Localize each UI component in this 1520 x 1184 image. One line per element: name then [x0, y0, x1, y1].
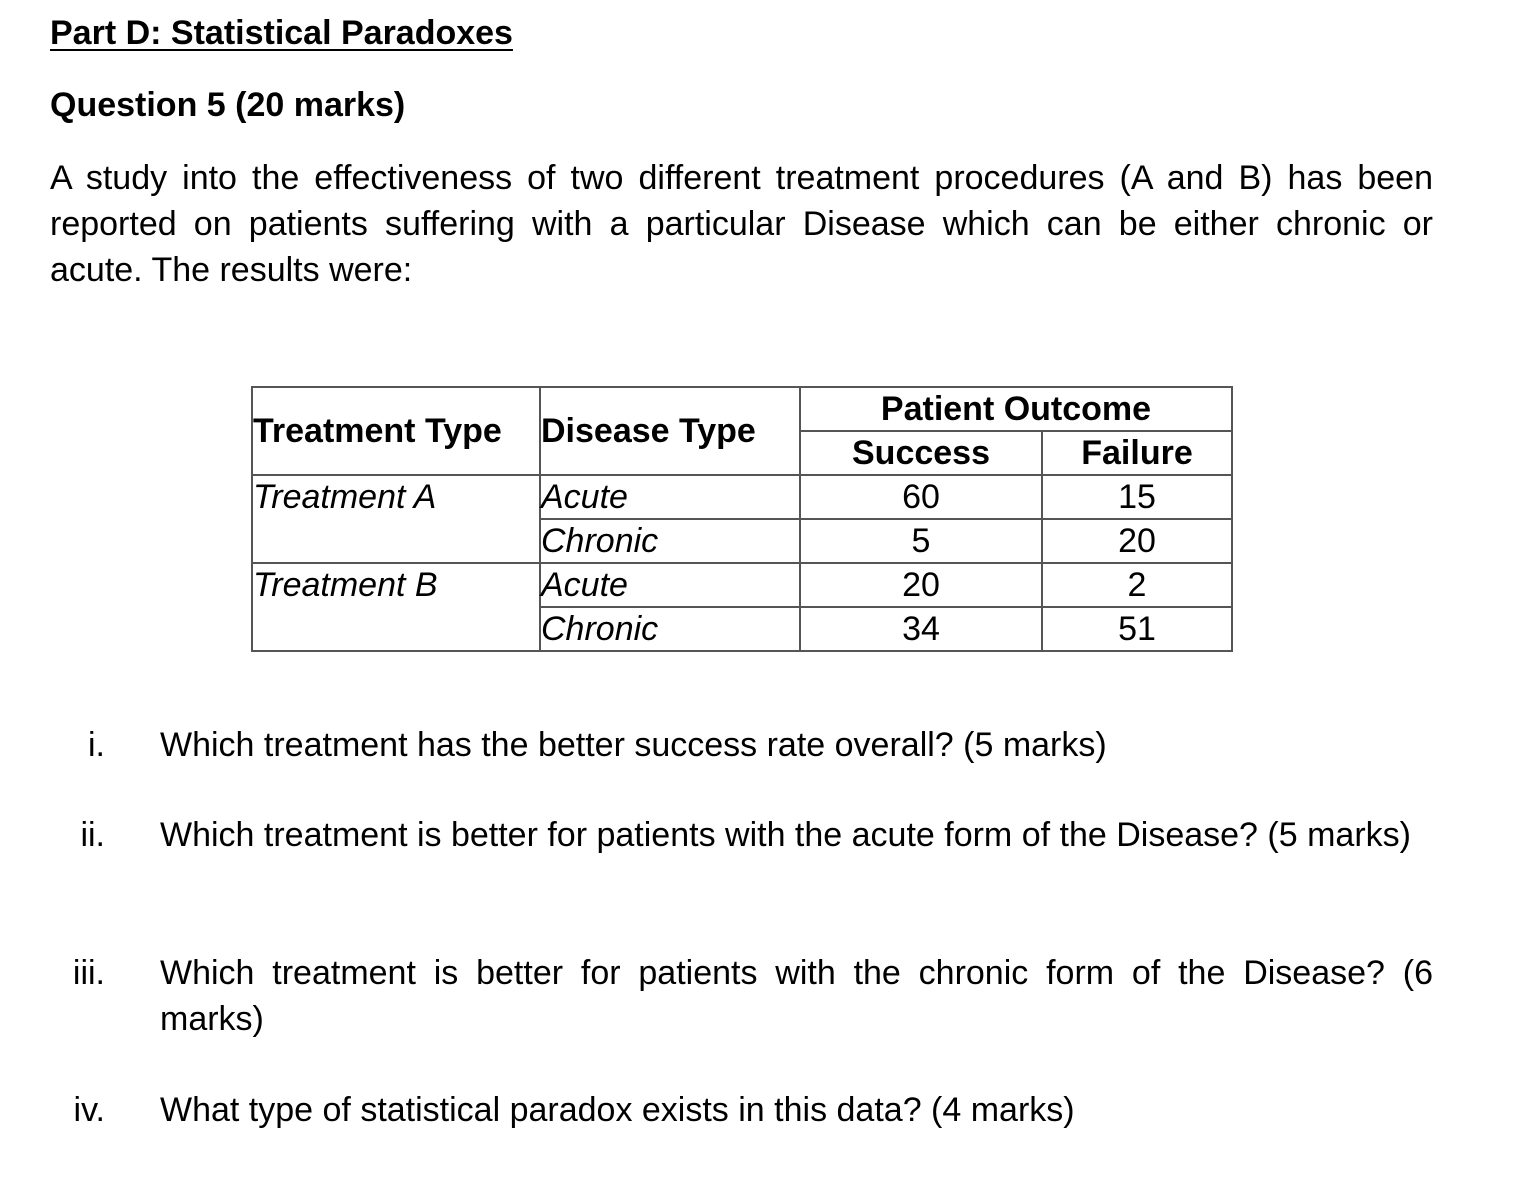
header-treatment-type: Treatment Type	[252, 387, 540, 475]
header-failure: Failure	[1042, 431, 1232, 475]
cell-treatment-b: Treatment B	[252, 563, 540, 651]
cell-failure: 15	[1042, 475, 1232, 519]
header-disease-type: Disease Type	[540, 387, 800, 475]
table-row	[252, 475, 1232, 519]
cell-failure: 20	[1042, 519, 1232, 563]
header-patient-outcome: Patient Outcome	[800, 387, 1232, 431]
question-number: iii.	[72, 954, 105, 992]
question-title: Question 5 (20 marks)	[50, 86, 406, 124]
question-text: What type of statistical paradox exists in this data? (4 marks)	[160, 1091, 1075, 1129]
question-item	[0, 950, 1520, 1046]
question-number: ii.	[80, 816, 105, 854]
question-text: Which treatment has the better success rate overall? (5 marks)	[160, 726, 1107, 764]
header-success: Success	[800, 431, 1042, 475]
results-table	[251, 386, 1233, 652]
cell-success: 20	[800, 563, 1042, 607]
cell-success: 5	[800, 519, 1042, 563]
cell-disease-type: Acute	[540, 475, 800, 519]
question-number: i.	[88, 726, 105, 764]
cell-success: 60	[800, 475, 1042, 519]
question-item	[0, 1087, 1520, 1137]
question-text: Which treatment is better for patients with the acute form of the Disease? (5 marks)	[160, 816, 1411, 854]
cell-failure: 51	[1042, 607, 1232, 651]
cell-failure: 2	[1042, 563, 1232, 607]
cell-disease-type: Chronic	[540, 519, 800, 563]
cell-disease-type: Chronic	[540, 607, 800, 651]
question-text: Which treatment is better for patients with the chronic form of the Disease? (6 marks)	[160, 954, 1433, 1038]
question-item	[0, 812, 1520, 908]
question-number: iv.	[73, 1091, 105, 1129]
cell-success: 34	[800, 607, 1042, 651]
table-row	[252, 563, 1232, 607]
cell-treatment-a: Treatment A	[252, 475, 540, 563]
intro-paragraph: A study into the effectiveness of two different treatment procedures (A and B) has been reported on patients suffering with a particular Disease which can be either chronic or acute. The results were:	[50, 159, 1433, 289]
question-item	[0, 722, 1520, 772]
part-title: Part D: Statistical Paradoxes	[50, 14, 513, 52]
cell-disease-type: Acute	[540, 563, 800, 607]
table-header-row	[252, 387, 1232, 431]
